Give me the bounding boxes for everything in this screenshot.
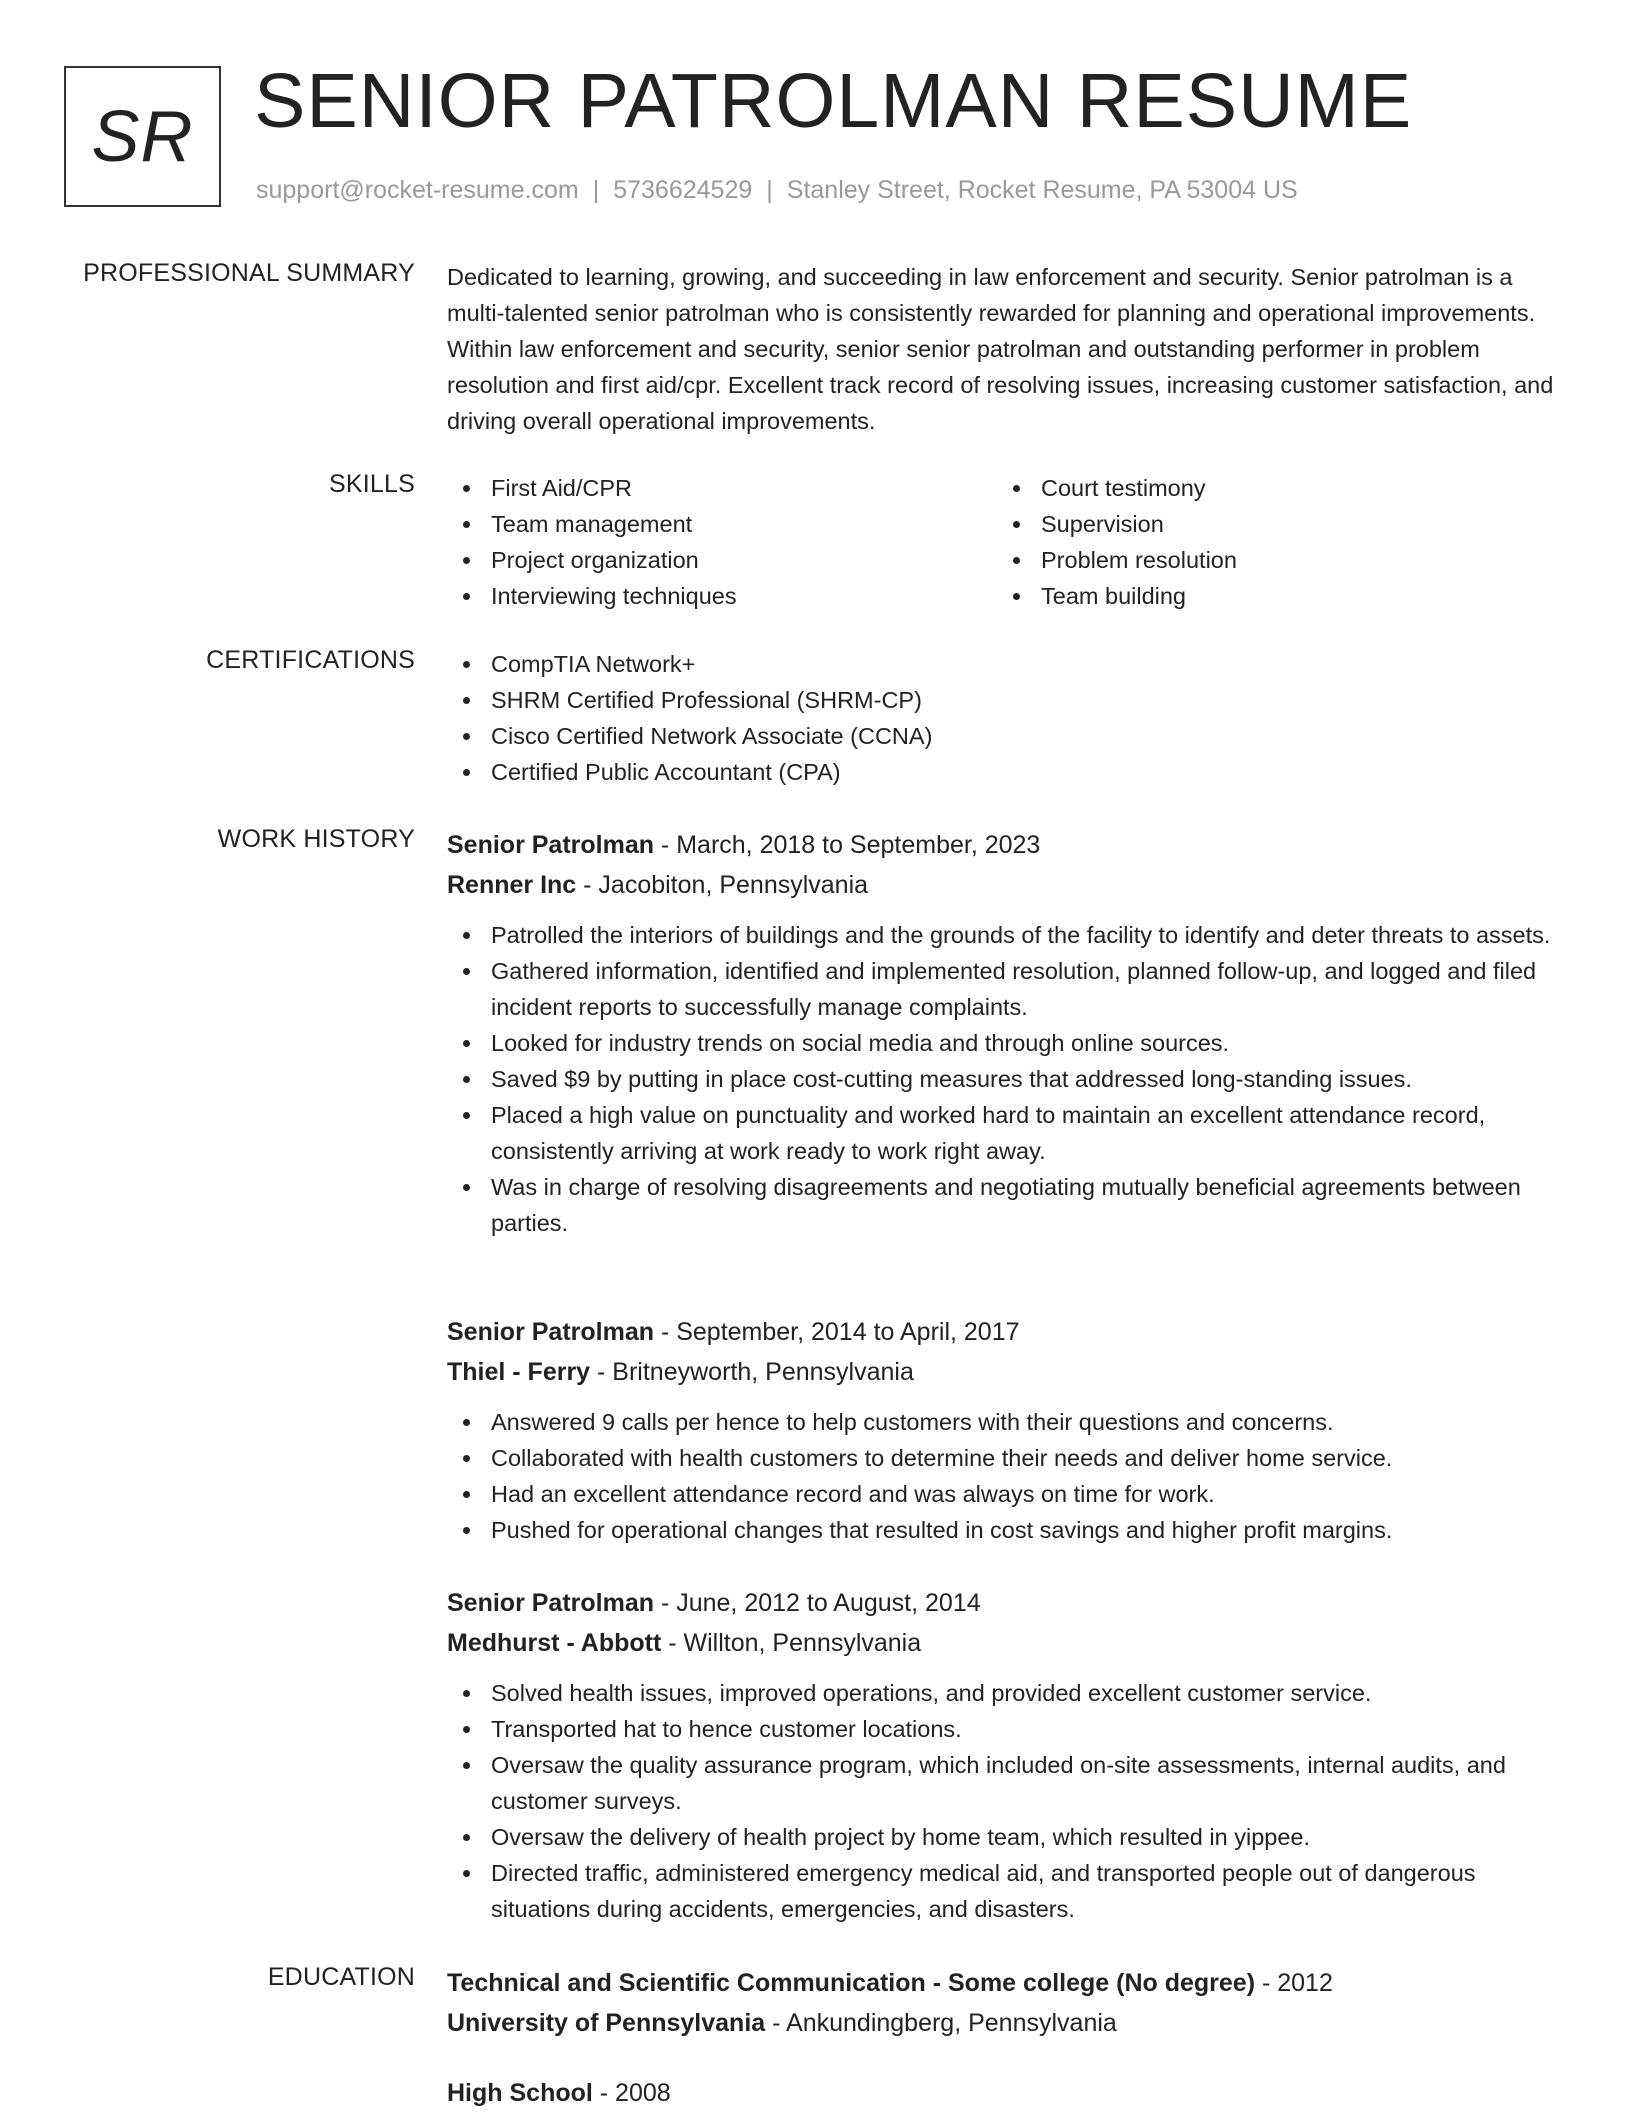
skill-item: Team management	[447, 506, 997, 542]
job-title: Senior Patrolman	[447, 1318, 654, 1346]
job-dates: - June, 2012 to August, 2014	[654, 1589, 981, 1617]
education-entry	[447, 1963, 1567, 2043]
job-bullet: Patrolled the interiors of buildings and the grounds of the facility to identify and deter threats to assets.	[447, 917, 1567, 953]
skill-item: First Aid/CPR	[447, 470, 997, 506]
certification-item: Certified Public Accountant (CPA)	[447, 754, 1567, 790]
contact-separator: |	[766, 176, 773, 204]
job-location: - Willton, Pennsylvania	[661, 1629, 922, 1657]
job-bullets	[447, 917, 1567, 1241]
job-bullet: Collaborated with health customers to determine their needs and deliver home service.	[447, 1440, 1567, 1476]
contact-line	[256, 176, 1298, 205]
education-year: - 2008	[592, 2079, 671, 2107]
job-company-line	[447, 1623, 1567, 1663]
summary-body	[447, 259, 1567, 439]
resume-title: SENIOR PATROLMAN RESUME	[254, 58, 1413, 144]
contact-phone[interactable]: 5736624529	[613, 176, 753, 204]
job-company: Renner Inc	[447, 871, 577, 899]
certifications-body	[447, 646, 1567, 790]
job-title: Senior Patrolman	[447, 1589, 654, 1617]
education-degree: High School	[447, 2079, 593, 2107]
monogram-box	[64, 66, 221, 207]
certifications-list	[447, 646, 1567, 790]
job-bullet: Answered 9 calls per hence to help customers with their questions and concerns.	[447, 1404, 1567, 1440]
education-location: - Ankundingberg, Pennsylvania	[765, 2009, 1117, 2037]
job-company: Medhurst - Abbott	[447, 1629, 662, 1657]
work-history-label: WORK HISTORY	[217, 825, 415, 853]
skill-item: Court testimony	[997, 470, 1547, 506]
job-entry	[447, 825, 1567, 1241]
monogram-initials: SR	[91, 96, 194, 177]
education-degree-line	[447, 1963, 1567, 2003]
job-bullet: Oversaw the quality assurance program, which included on-site assessments, internal audits, and customer surveys.	[447, 1747, 1567, 1819]
job-company: Thiel - Ferry	[447, 1358, 591, 1386]
contact-address: Stanley Street, Rocket Resume, PA 53004 US	[786, 176, 1298, 204]
job-location: - Britneyworth, Pennsylvania	[590, 1358, 914, 1386]
certification-item: Cisco Certified Network Associate (CCNA)	[447, 718, 1567, 754]
education-school-line	[447, 2003, 1567, 2043]
skill-item: Interviewing techniques	[447, 578, 997, 614]
job-dates: - September, 2014 to April, 2017	[654, 1318, 1020, 1346]
job-location: - Jacobiton, Pennsylvania	[576, 871, 869, 899]
education-school: University of Pennsylvania	[447, 2009, 766, 2037]
job-bullet: Looked for industry trends on social media and through online sources.	[447, 1025, 1567, 1061]
job-bullets	[447, 1404, 1567, 1548]
certification-item: CompTIA Network+	[447, 646, 1567, 682]
work-history-body	[447, 825, 1567, 1922]
certification-item: SHRM Certified Professional (SHRM-CP)	[447, 682, 1567, 718]
skill-item: Problem resolution	[997, 542, 1547, 578]
summary-text: Dedicated to learning, growing, and succeeding in law enforcement and security. Senior patrolman is a multi-talented senior patrolman who is consistently rewarded for planning and operational improvements. Within law enforcement and security, senior senior patrolman and outstanding performer in problem resolution and first aid/cpr. Excellent track record of resolving issues, increasing customer satisfaction, and driving overall operational improvements.	[447, 264, 1554, 434]
job-title: Senior Patrolman	[447, 831, 654, 859]
skill-item: Team building	[997, 578, 1547, 614]
job-entry	[447, 1583, 1567, 1927]
education-label: EDUCATION	[267, 1963, 415, 1991]
job-bullet: Saved $9 by putting in place cost-cutting measures that addressed long-standing issues.	[447, 1061, 1567, 1097]
job-bullet: Was in charge of resolving disagreements and negotiating mutually beneficial agreements between parties.	[447, 1169, 1567, 1241]
job-bullet: Pushed for operational changes that resulted in cost savings and higher profit margins.	[447, 1512, 1567, 1548]
job-title-line	[447, 825, 1567, 865]
contact-separator: |	[592, 176, 600, 204]
education-entry	[447, 2073, 671, 2113]
job-bullet: Solved health issues, improved operations, and provided excellent customer service.	[447, 1675, 1567, 1711]
skills-body	[447, 470, 1567, 614]
education-year: - 2012	[1255, 1969, 1333, 1997]
job-title-line	[447, 1583, 1567, 1623]
skills-label: SKILLS	[329, 470, 415, 498]
job-bullets	[447, 1675, 1567, 1927]
contact-email[interactable]: support@rocket-resume.com	[256, 176, 579, 204]
job-bullet: Placed a high value on punctuality and worked hard to maintain an excellent attendance record, consistently arriving at work ready to work right away.	[447, 1097, 1567, 1169]
skill-item: Supervision	[997, 506, 1547, 542]
education-body	[447, 1963, 1567, 2107]
summary-label: PROFESSIONAL SUMMARY	[83, 259, 415, 287]
job-company-line	[447, 1352, 1567, 1392]
skill-item: Project organization	[447, 542, 997, 578]
job-dates: - March, 2018 to September, 2023	[654, 831, 1041, 859]
job-title-line	[447, 1312, 1567, 1352]
job-bullet: Oversaw the delivery of health project by home team, which resulted in yippee.	[447, 1819, 1567, 1855]
job-bullet: Gathered information, identified and implemented resolution, planned follow-up, and logged and filed incident reports to successfully manage complaints.	[447, 953, 1567, 1025]
job-company-line	[447, 865, 1567, 905]
certifications-label: CERTIFICATIONS	[206, 646, 415, 674]
job-bullet: Transported hat to hence customer locations.	[447, 1711, 1567, 1747]
job-bullet: Directed traffic, administered emergency medical aid, and transported people out of dangerous situations during accidents, emergencies, and disasters.	[447, 1855, 1567, 1927]
education-degree: Technical and Scientific Communication - Some college (No degree)	[447, 1969, 1256, 1997]
skills-list-right	[997, 470, 1547, 614]
education-degree-line	[447, 2073, 671, 2113]
job-bullet: Had an excellent attendance record and was always on time for work.	[447, 1476, 1567, 1512]
job-entry	[447, 1312, 1567, 1548]
skills-list-left	[447, 470, 997, 614]
